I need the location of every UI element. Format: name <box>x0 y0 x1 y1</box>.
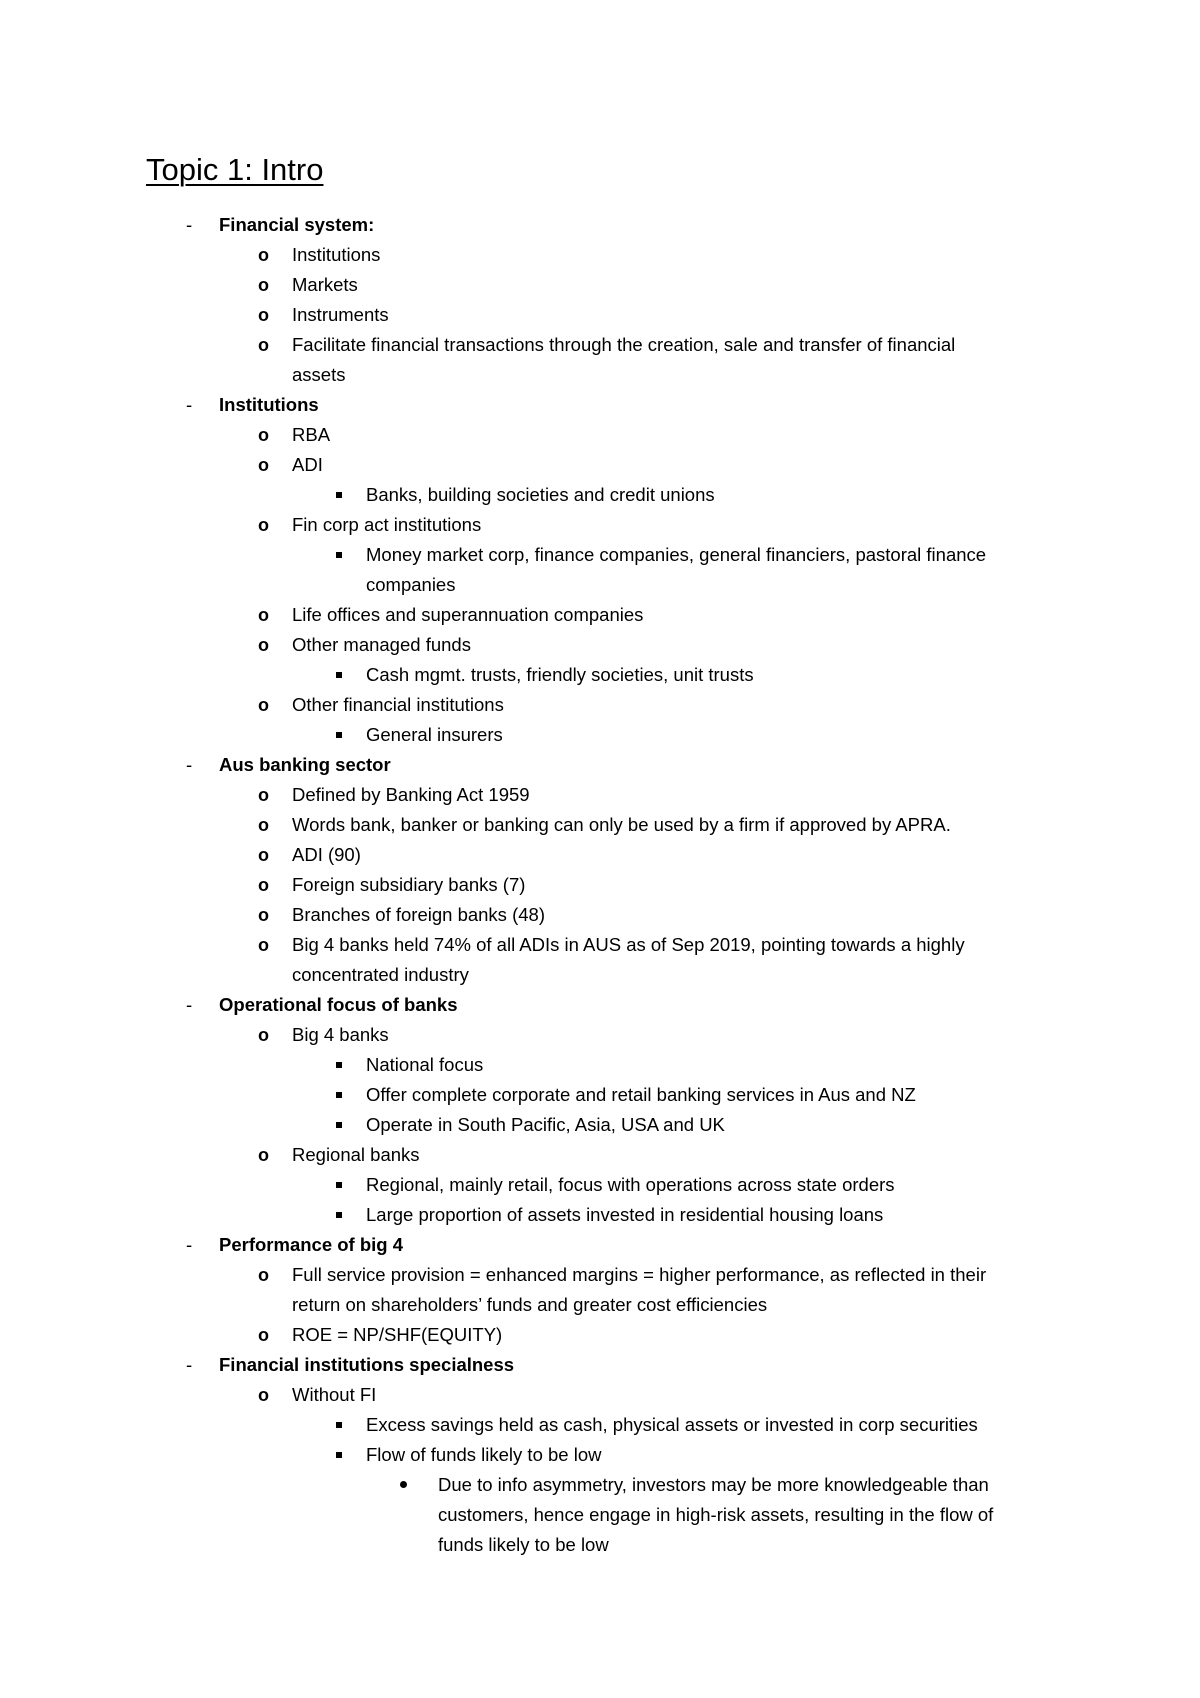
outline-line <box>0 990 1200 1020</box>
circle-bullet-icon: o <box>258 515 269 535</box>
circle-bullet-icon: o <box>258 785 269 805</box>
outline-line <box>0 1260 1200 1290</box>
circle-bullet-icon: o <box>258 1145 269 1165</box>
outline-text: Other financial institutions <box>292 694 504 715</box>
square-bullet-icon <box>336 1110 342 1140</box>
outline-line <box>0 660 1200 690</box>
outline-text: Life offices and superannuation companies <box>292 604 644 625</box>
outline-text: Financial institutions specialness <box>219 1354 515 1375</box>
outline-text: ADI (90) <box>292 844 361 865</box>
outline-text: Fin corp act institutions <box>292 514 482 535</box>
outline-text: concentrated industry <box>292 964 469 985</box>
outline-line <box>0 240 1200 270</box>
outline-text: Big 4 banks held 74% of all ADIs in AUS as of Sep 2019, pointing towards a highly <box>292 934 965 955</box>
circle-bullet-icon: o <box>258 1325 269 1345</box>
circle-bullet-icon: o <box>258 1265 269 1285</box>
outline-line <box>0 1080 1200 1110</box>
outline-line <box>0 330 1200 360</box>
outline-line <box>0 1020 1200 1050</box>
outline-line <box>0 750 1200 780</box>
square-bullet-icon <box>336 1050 342 1080</box>
square-bullet-icon <box>336 1410 342 1440</box>
page-title: Topic 1: Intro <box>146 152 324 187</box>
outline-text: Offer complete corporate and retail banking services in Aus and NZ <box>366 1084 916 1105</box>
outline-text: Aus banking sector <box>219 754 391 775</box>
outline-line <box>0 1170 1200 1200</box>
outline-text: National focus <box>366 1054 484 1075</box>
outline-line <box>0 630 1200 660</box>
outline-text: Without FI <box>292 1384 377 1405</box>
outline-text: Facilitate financial transactions through the creation, sale and transfer of financial <box>292 334 956 355</box>
notes-outline <box>0 210 1200 1560</box>
outline-text: Foreign subsidiary banks (7) <box>292 874 526 895</box>
circle-bullet-icon: o <box>258 875 269 895</box>
outline-line <box>0 1380 1200 1410</box>
outline-text: Full service provision = enhanced margins = higher performance, as reflected in their <box>292 1264 987 1285</box>
square-bullet-icon <box>336 1170 342 1200</box>
outline-line <box>0 270 1200 300</box>
outline-line <box>0 1290 1200 1320</box>
outline-text: Operate in South Pacific, Asia, USA and UK <box>366 1114 725 1135</box>
outline-line <box>0 420 1200 450</box>
outline-text: General insurers <box>366 724 503 745</box>
dash-bullet-icon: - <box>186 994 193 1015</box>
outline-line <box>0 1410 1200 1440</box>
square-bullet-icon <box>336 480 342 510</box>
outline-line <box>0 810 1200 840</box>
circle-bullet-icon: o <box>258 1385 269 1405</box>
outline-text: Other managed funds <box>292 634 471 655</box>
outline-text: ADI <box>292 454 323 475</box>
outline-line <box>0 690 1200 720</box>
outline-text: customers, hence engage in high-risk assets, resulting in the flow of <box>438 1504 994 1525</box>
circle-bullet-icon: o <box>258 455 269 475</box>
square-bullet-icon <box>336 720 342 750</box>
outline-text: Banks, building societies and credit unions <box>366 484 715 505</box>
circle-bullet-icon: o <box>258 845 269 865</box>
square-bullet-icon <box>336 1200 342 1230</box>
outline-text: funds likely to be low <box>438 1534 609 1555</box>
dash-bullet-icon: - <box>186 214 193 235</box>
outline-text: Cash mgmt. trusts, friendly societies, unit trusts <box>366 664 754 685</box>
dash-bullet-icon: - <box>186 754 193 775</box>
outline-text: Large proportion of assets invested in residential housing loans <box>366 1204 884 1225</box>
outline-text: assets <box>292 364 346 385</box>
outline-text: Markets <box>292 274 358 295</box>
outline-line <box>0 480 1200 510</box>
outline-line <box>0 210 1200 240</box>
outline-line <box>0 1530 1200 1560</box>
outline-text: Performance of big 4 <box>219 1234 404 1255</box>
outline-text: Big 4 banks <box>292 1024 389 1045</box>
circle-bullet-icon: o <box>258 605 269 625</box>
outline-line <box>0 870 1200 900</box>
outline-text: Excess savings held as cash, physical assets or invested in corp securities <box>366 1414 978 1435</box>
circle-bullet-icon: o <box>258 425 269 445</box>
outline-line <box>0 960 1200 990</box>
outline-line <box>0 1140 1200 1170</box>
circle-bullet-icon: o <box>258 815 269 835</box>
circle-bullet-icon: o <box>258 335 269 355</box>
circle-bullet-icon: o <box>258 275 269 295</box>
outline-line <box>0 1110 1200 1140</box>
outline-line <box>0 900 1200 930</box>
outline-line <box>0 1470 1200 1500</box>
outline-text: Money market corp, finance companies, general financiers, pastoral finance <box>366 544 987 565</box>
outline-line <box>0 570 1200 600</box>
dash-bullet-icon: - <box>186 394 193 415</box>
outline-line <box>0 1500 1200 1530</box>
outline-text: Due to info asymmetry, investors may be more knowledgeable than <box>438 1474 989 1495</box>
outline-text: Branches of foreign banks (48) <box>292 904 545 925</box>
square-bullet-icon <box>336 1080 342 1110</box>
outline-text: Regional, mainly retail, focus with operations across state orders <box>366 1174 895 1195</box>
outline-text: Flow of funds likely to be low <box>366 1444 602 1465</box>
outline-line <box>0 300 1200 330</box>
square-bullet-icon <box>336 1440 342 1470</box>
outline-text: Financial system: <box>219 214 375 235</box>
outline-line <box>0 720 1200 750</box>
outline-text: Instruments <box>292 304 389 325</box>
outline-line <box>0 1320 1200 1350</box>
circle-bullet-icon: o <box>258 935 269 955</box>
outline-line <box>0 390 1200 420</box>
outline-text: RBA <box>292 424 331 445</box>
outline-line <box>0 600 1200 630</box>
outline-text: return on shareholders’ funds and greater cost efficiencies <box>292 1294 768 1315</box>
outline-text: Defined by Banking Act 1959 <box>292 784 530 805</box>
outline-line <box>0 540 1200 570</box>
outline-line <box>0 1230 1200 1260</box>
outline-line <box>0 510 1200 540</box>
outline-text: Institutions <box>292 244 381 265</box>
outline-text: companies <box>366 574 456 595</box>
circle-bullet-icon: o <box>258 245 269 265</box>
outline-text: ROE = NP/SHF(EQUITY) <box>292 1324 503 1345</box>
outline-text: Words bank, banker or banking can only be used by a firm if approved by APRA. <box>292 814 951 835</box>
circle-bullet-icon: o <box>258 635 269 655</box>
outline-line <box>0 360 1200 390</box>
circle-bullet-icon: o <box>258 1025 269 1045</box>
outline-line <box>0 450 1200 480</box>
round-bullet-icon <box>400 1470 407 1500</box>
square-bullet-icon <box>336 660 342 690</box>
outline-line <box>0 1050 1200 1080</box>
outline-line <box>0 1200 1200 1230</box>
outline-line <box>0 930 1200 960</box>
outline-line <box>0 780 1200 810</box>
dash-bullet-icon: - <box>186 1234 193 1255</box>
circle-bullet-icon: o <box>258 305 269 325</box>
circle-bullet-icon: o <box>258 905 269 925</box>
square-bullet-icon <box>336 540 342 570</box>
outline-text: Operational focus of banks <box>219 994 458 1015</box>
outline-text: Regional banks <box>292 1144 420 1165</box>
outline-line <box>0 840 1200 870</box>
outline-text: Institutions <box>219 394 319 415</box>
circle-bullet-icon: o <box>258 695 269 715</box>
outline-line <box>0 1440 1200 1470</box>
dash-bullet-icon: - <box>186 1354 193 1375</box>
outline-line <box>0 1350 1200 1380</box>
